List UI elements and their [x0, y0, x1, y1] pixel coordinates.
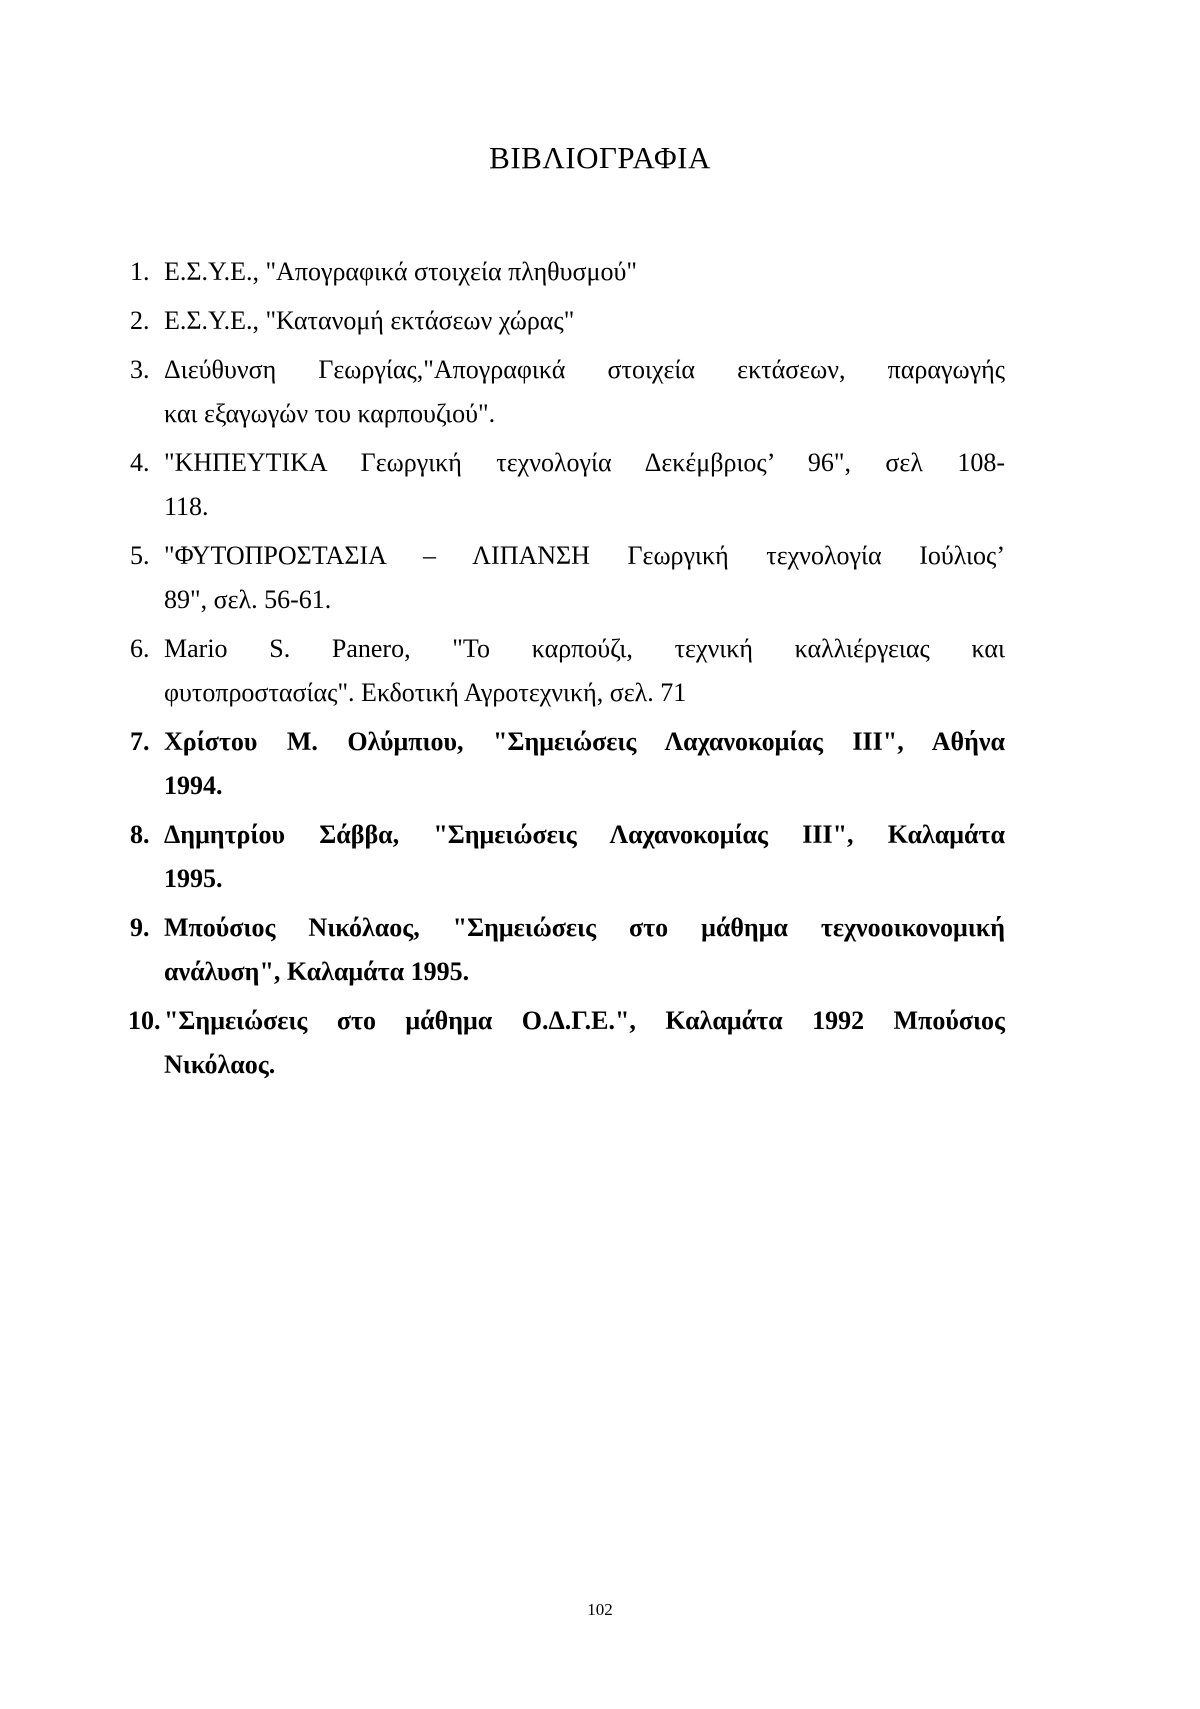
entry-text-line: 89", σελ. 56-61.	[164, 585, 332, 614]
entry-number: 7.	[130, 727, 150, 756]
entry-text-line: "ΦΥΤΟΠΡΟΣΤΑΣΙΑ – ΛΙΠΑΝΣΗ Γεωργική τεχνολογία Ιούλιος’	[164, 541, 1005, 570]
entry-text-line: ανάλυση", Καλαμάτα 1995.	[164, 957, 470, 986]
entry-text-line: Δημητρίου Σάββα, "Σημειώσεις Λαχανοκομίας ΙΙΙ", Καλαμάτα	[164, 820, 1005, 849]
entry-number: 5.	[130, 541, 150, 570]
entry-text-line: "ΚΗΠΕΥΤΙΚΑ Γεωργική τεχνολογία Δεκέμβριος’ 96", σελ 108-	[164, 448, 1005, 477]
entry-text-line: 1994.	[164, 771, 223, 800]
entry-number: 4.	[130, 448, 150, 477]
bibliography-entry	[130, 441, 1005, 529]
entry-text-line: Ε.Σ.Υ.Ε., "Κατανομή εκτάσεων χώρας"	[164, 306, 575, 335]
page-number: 102	[587, 1600, 613, 1619]
bibliography-list	[130, 250, 1005, 1092]
entry-number: 10.	[128, 1006, 161, 1035]
bibliography-entry	[130, 348, 1005, 436]
entry-text-line: Νικόλαος.	[164, 1050, 276, 1079]
bibliography-entry	[130, 299, 1005, 343]
bibliography-entry	[130, 906, 1005, 994]
entry-number: 6.	[130, 634, 150, 663]
entry-text-line: Ε.Σ.Υ.Ε., "Απογραφικά στοιχεία πληθυσμού"	[164, 257, 637, 286]
bibliography-entry	[130, 999, 1005, 1087]
entry-text-line: φυτοπροστασίας". Εκδοτική Αγροτεχνική, σελ. 71	[164, 678, 687, 707]
bibliography-entry	[130, 813, 1005, 901]
entry-number: 1.	[130, 257, 150, 286]
entry-number: 8.	[130, 820, 150, 849]
entry-text-line: Μπούσιος Νικόλαος, "Σημειώσεις στο μάθημα τεχνοοικονομική	[164, 913, 1005, 942]
entry-number: 2.	[130, 306, 150, 335]
bibliography-entry	[130, 627, 1005, 715]
entry-text-line: 1995.	[164, 864, 223, 893]
entry-text-line: Διεύθυνση Γεωργίας,"Απογραφικά στοιχεία εκτάσεων, παραγωγής	[164, 355, 1005, 384]
page-title: ΒΙΒΛΙΟΓΡΑΦΙΑ	[489, 140, 711, 175]
entry-text-line: "Σημειώσεις στο μάθημα Ο.Δ.Γ.Ε.", Καλαμάτα 1992 Μπούσιος	[164, 1006, 1005, 1035]
entry-number: 3.	[130, 355, 150, 384]
entry-number: 9.	[130, 913, 150, 942]
entry-text-line: Mario S. Panero, "Το καρπούζι, τεχνική καλλιέργειας και	[164, 634, 1005, 663]
bibliography-entry	[130, 250, 1005, 294]
entry-text-line: και εξαγωγών του καρπουζιού".	[164, 399, 496, 428]
entry-text-line: Χρίστου Μ. Ολύμπιου, "Σημειώσεις Λαχανοκομίας ΙΙΙ", Αθήνα	[164, 727, 1005, 756]
entry-text-line: 118.	[164, 492, 209, 521]
bibliography-entry	[130, 534, 1005, 622]
bibliography-entry	[130, 720, 1005, 808]
